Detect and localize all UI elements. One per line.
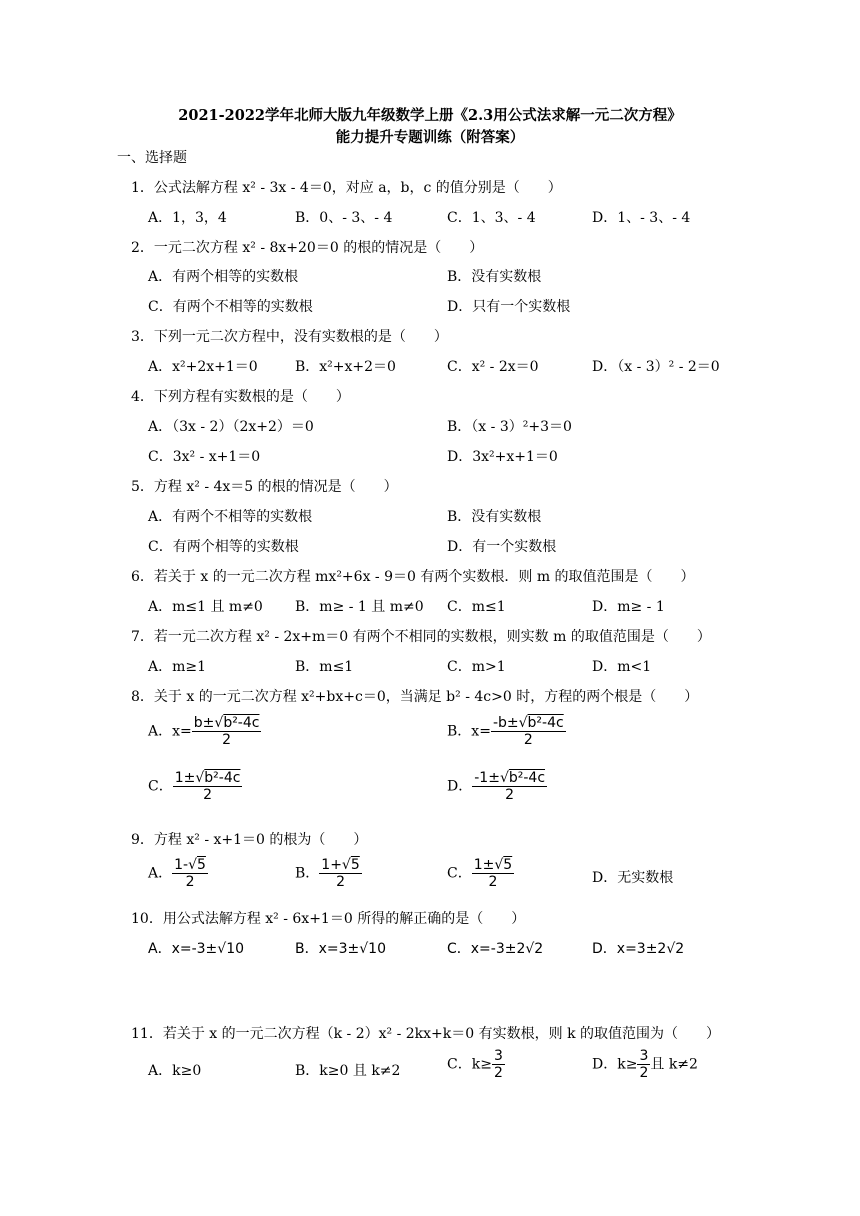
fraction: $\frac{1+√5}{2}$ <box>321 857 360 891</box>
question-9-option-b: B． $\frac{1+√5}{2}$ <box>295 857 360 891</box>
question-11-option-a: A．k≥0 <box>148 1063 202 1079</box>
question-4-stem: 4．下列方程有实数根的是（ ） <box>131 389 350 405</box>
fraction: $\frac{\text{1±√b²-4c}}{2}$ <box>174 770 241 804</box>
question-6-option-a: A．m≤1 且 m≠0 <box>148 599 263 615</box>
fraction: $\frac{\text{-1±√b²-4c}}{2}$ <box>474 770 546 804</box>
question-6-stem: 6．若关于 x 的一元二次方程 mx²+6x - 9＝0 有两个实数根．则 m 的取值范围是（ ） <box>131 569 695 585</box>
question-1-option-d: D．1、- 3、- 4 <box>592 210 691 226</box>
question-4-option-a: A．（3x - 2）（2x+2）＝0 <box>148 419 314 435</box>
question-1-option-c: C．1、3、- 4 <box>447 210 536 226</box>
question-8-stem: 8．关于 x 的一元二次方程 x²+bx+c＝0，当满足 b² - 4c>0 时，方程的两个根是（ ） <box>131 689 699 705</box>
question-3-option-b: B．x²+x+2＝0 <box>295 359 396 375</box>
question-5-stem: 5．方程 x² - 4x＝5 的根的情况是（ ） <box>131 479 398 495</box>
question-4-option-b: B．（x - 3）²+3＝0 <box>447 419 572 435</box>
question-9-option-c: C． $\frac{1\pm√5}{2}$ <box>447 857 513 891</box>
question-7-option-d: D．m<1 <box>592 659 652 675</box>
fraction: $\frac{\text{b±√b²-4c}}{2}$ <box>193 715 260 749</box>
question-6-option-b: B．m≥ - 1 且 m≠0 <box>295 599 424 615</box>
question-9-option-d: D．无实数根 <box>592 870 674 886</box>
question-9-stem: 9．方程 x² - x+1＝0 的根为（ ） <box>131 832 368 848</box>
fraction: $\frac{\text{-b±√b²-4c}}{2}$ <box>492 715 564 749</box>
question-3-option-c: C．x² - 2x＝0 <box>447 359 539 375</box>
question-7-option-c: C．m>1 <box>447 659 506 675</box>
question-11-option-d: D．k≥ $\frac{3}{2}$ 且 k≠2 <box>592 1048 698 1082</box>
question-8-option-a: A．x= $\frac{\text{b±√b²-4c}}{2}$ <box>148 715 260 749</box>
question-8-option-d: D． $\frac{\text{-1±√b²-4c}}{2}$ <box>447 770 546 804</box>
question-7-option-b: B．m≤1 <box>295 659 354 675</box>
question-2-option-c: C．有两个不相等的实数根 <box>148 299 313 315</box>
fraction: $\frac{3}{2}$ <box>639 1048 649 1082</box>
question-1-stem: 1．公式法解方程 x² - 3x - 4＝0，对应 a，b，c 的值分别是（ ） <box>131 180 562 196</box>
question-4-option-d: D．3x²+x+1＝0 <box>447 449 558 465</box>
fraction: $\frac{1\pm√5}{2}$ <box>473 857 513 891</box>
question-5-option-b: B．没有实数根 <box>447 509 542 525</box>
question-10-option-c: C．x=-3±2√2 <box>447 941 544 957</box>
question-10-stem: 10．用公式法解方程 x² - 6x+1＝0 所得的解正确的是（ ） <box>131 911 526 927</box>
question-11-option-c: C．k≥ $\frac{3}{2}$ <box>447 1048 503 1082</box>
fraction: $\frac{3}{2}$ <box>493 1048 503 1082</box>
question-2-stem: 2．一元二次方程 x² - 8x+20＝0 的根的情况是（ ） <box>131 240 484 256</box>
question-2-option-a: A．有两个相等的实数根 <box>148 269 299 285</box>
question-7-option-a: A．m≥1 <box>148 659 207 675</box>
document-title-line2: 能力提升专题训练（附答案） <box>335 129 525 146</box>
document-title-line1: 2021-2022学年北师大版九年级数学上册《2.3用公式法求解一元二次方程》 <box>178 107 682 124</box>
question-1-option-a: A．1，3，4 <box>148 210 227 226</box>
question-8-option-b: B．x= $\frac{\text{-b±√b²-4c}}{2}$ <box>447 715 564 749</box>
question-2-option-b: B．没有实数根 <box>447 269 542 285</box>
question-5-option-a: A．有两个不相等的实数根 <box>148 509 313 525</box>
question-10-option-a: A．x=-3±√10 <box>148 941 245 957</box>
question-6-option-c: C．m≤1 <box>447 599 506 615</box>
question-11-option-b: B．k≥0 且 k≠2 <box>295 1063 401 1079</box>
question-10-option-b: B．x=3±√10 <box>295 941 386 957</box>
question-3-option-d: D．（x - 3）² - 2＝0 <box>592 359 720 375</box>
section-heading: 一、选择题 <box>117 150 187 166</box>
question-6-option-d: D．m≥ - 1 <box>592 599 665 615</box>
question-5-option-c: C．有两个相等的实数根 <box>148 539 299 555</box>
fraction: $\frac{1-√5}{2}$ <box>174 857 206 891</box>
question-1-option-b: B．0、- 3、- 4 <box>295 210 393 226</box>
question-11-stem: 11．若关于 x 的一元二次方程（k - 2）x² - 2kx+k＝0 有实数根，则 k 的取值范围为（ ） <box>131 1026 721 1042</box>
question-5-option-d: D．有一个实数根 <box>447 539 557 555</box>
question-8-option-c: C． $\frac{\text{1±√b²-4c}}{2}$ <box>148 770 241 804</box>
question-3-option-a: A．x²+2x+1＝0 <box>148 359 258 375</box>
question-2-option-d: D．只有一个实数根 <box>447 299 571 315</box>
question-9-option-a: A． $\frac{1-√5}{2}$ <box>148 857 206 891</box>
question-3-stem: 3．下列一元二次方程中，没有实数根的是（ ） <box>131 329 448 345</box>
question-4-option-c: C．3x² - x+1＝0 <box>148 449 261 465</box>
question-10-option-d: D．x=3±2√2 <box>592 941 685 957</box>
question-7-stem: 7．若一元二次方程 x² - 2x+m＝0 有两个不相同的实数根，则实数 m 的取值范围是（ ） <box>131 629 711 645</box>
